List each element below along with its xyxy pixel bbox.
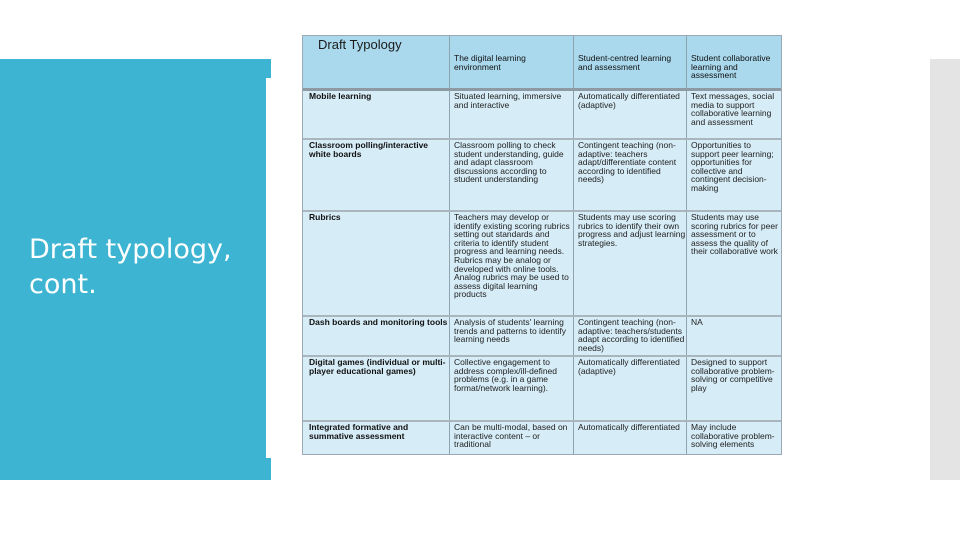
table-cell: Collective engagement to address complex/ill-defined problems (e.g. in a game format/network learning). bbox=[454, 357, 557, 393]
header-digital-learning-environment: The digital learning environment bbox=[454, 53, 526, 72]
table-cell: Text messages, social media to support collaborative learning and assessment bbox=[691, 91, 775, 127]
column-divider bbox=[573, 36, 574, 455]
right-decorative-bar bbox=[930, 59, 960, 480]
table-cell: Analysis of students' learning trends and patterns to identify learning needs bbox=[454, 317, 566, 345]
typology-table-image bbox=[302, 35, 782, 455]
header-student-collaborative: Student collaborative learning and assessment bbox=[691, 53, 771, 81]
table-cell: Situated learning, immersive and interactive bbox=[454, 91, 562, 110]
table-cell: May include collaborative problem-solving elements bbox=[691, 422, 775, 450]
table-cell: Automatically differentiated (adaptive) bbox=[578, 357, 680, 376]
table-cell: Automatically differentiated (adaptive) bbox=[578, 91, 680, 110]
accent-panel-edge bbox=[266, 78, 271, 458]
row-label-digital-games: Digital games (individual or multi-player educational games) bbox=[309, 357, 446, 376]
table-cell: Students may use scoring rubrics for peer assessment or to assess the quality of their collaborative work bbox=[691, 212, 778, 257]
table-cell: NA bbox=[691, 317, 703, 327]
header-student-centred: Student-centred learning and assessment bbox=[578, 53, 672, 72]
table-cell: Classroom polling to check student understanding, guide and adapt classroom discussions according to student understanding bbox=[454, 140, 564, 185]
table-cell: Designed to support collaborative problem-solving or competitive play bbox=[691, 357, 775, 393]
table-title: Draft Typology bbox=[318, 37, 402, 52]
table-cell: Can be multi-modal, based on interactive content – or traditional bbox=[454, 422, 568, 450]
row-label-mobile-learning: Mobile learning bbox=[309, 91, 372, 101]
row-label-rubrics: Rubrics bbox=[309, 212, 341, 222]
row-label-dashboards: Dash boards and monitoring tools bbox=[309, 317, 448, 327]
table-cell: Contingent teaching (non-adaptive: teachers/students adapt according to identified needs) bbox=[578, 317, 685, 353]
column-divider bbox=[449, 36, 450, 455]
table-cell: Opportunities to support peer learning; opportunities for collective and contingent decision-making bbox=[691, 140, 774, 193]
row-label-classroom-polling: Classroom polling/interactive white boards bbox=[309, 140, 429, 159]
table-cell: Teachers may develop or identify existing scoring rubrics setting out standards and criteria to identify student progress and learning needs. Rubrics may be analog or developed with online tools. Analog rubrics may be used to assess digital learning products bbox=[454, 212, 570, 300]
row-label-integrated-assessment: Integrated formative and summative assessment bbox=[309, 422, 409, 441]
column-divider bbox=[686, 36, 687, 455]
table-cell: Automatically differentiated bbox=[578, 422, 680, 432]
table-cell: Students may use scoring rubrics to identify their own progress and adjust learning strategies. bbox=[578, 212, 686, 248]
table-cell: Contingent teaching (non-adaptive: teachers adapt/differentiate content according to identified needs) bbox=[578, 140, 677, 185]
slide-title: Draft typology, cont. bbox=[29, 234, 232, 300]
